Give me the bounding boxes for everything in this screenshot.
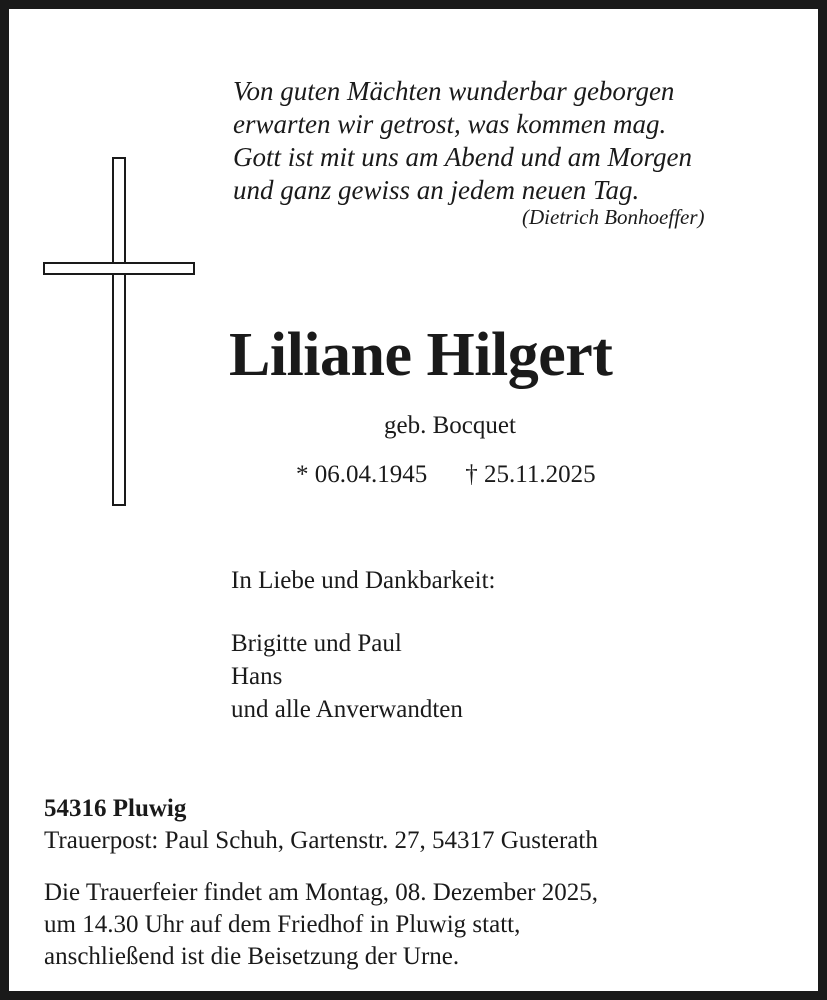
funeral-info: [44, 877, 598, 973]
quote-line: Von guten Mächten wunderbar geborgen: [233, 76, 675, 106]
mourner: Brigitte und Paul: [231, 630, 402, 657]
quote-line: Gott ist mit uns am Abend und am Morgen: [233, 142, 692, 172]
death-date: † 25.11.2025: [465, 461, 596, 488]
life-dates: [296, 461, 634, 489]
quote-author: (Dietrich Bonhoeffer): [522, 205, 705, 229]
quote: [233, 75, 692, 207]
obituary-notice: [9, 9, 818, 991]
birth-date: * 06.04.1945: [296, 461, 428, 488]
mourners-list: [231, 627, 463, 726]
funeral-line: Die Trauerfeier findet am Montag, 08. Dezember 2025,: [44, 879, 599, 906]
quote-line: und ganz gewiss an jedem neuen Tag.: [233, 175, 640, 205]
mourners-intro: In Liebe und Dankbarkeit:: [231, 567, 496, 594]
quote-line: erwarten wir getrost, was kommen mag.: [233, 109, 667, 139]
deceased-name: Liliane Hilgert: [229, 321, 613, 389]
birth-name: geb. Bocquet: [384, 412, 516, 439]
mail-address: Trauerpost: Paul Schuh, Gartenstr. 27, 54317 Gusterath: [44, 827, 598, 854]
funeral-line: um 14.30 Uhr auf dem Friedhof in Pluwig statt,: [44, 911, 521, 938]
city: 54316 Pluwig: [44, 795, 187, 822]
mourner: Hans: [231, 663, 283, 690]
funeral-line: anschließend ist die Beisetzung der Urne.: [44, 943, 460, 970]
mourner: und alle Anverwandten: [231, 696, 463, 723]
